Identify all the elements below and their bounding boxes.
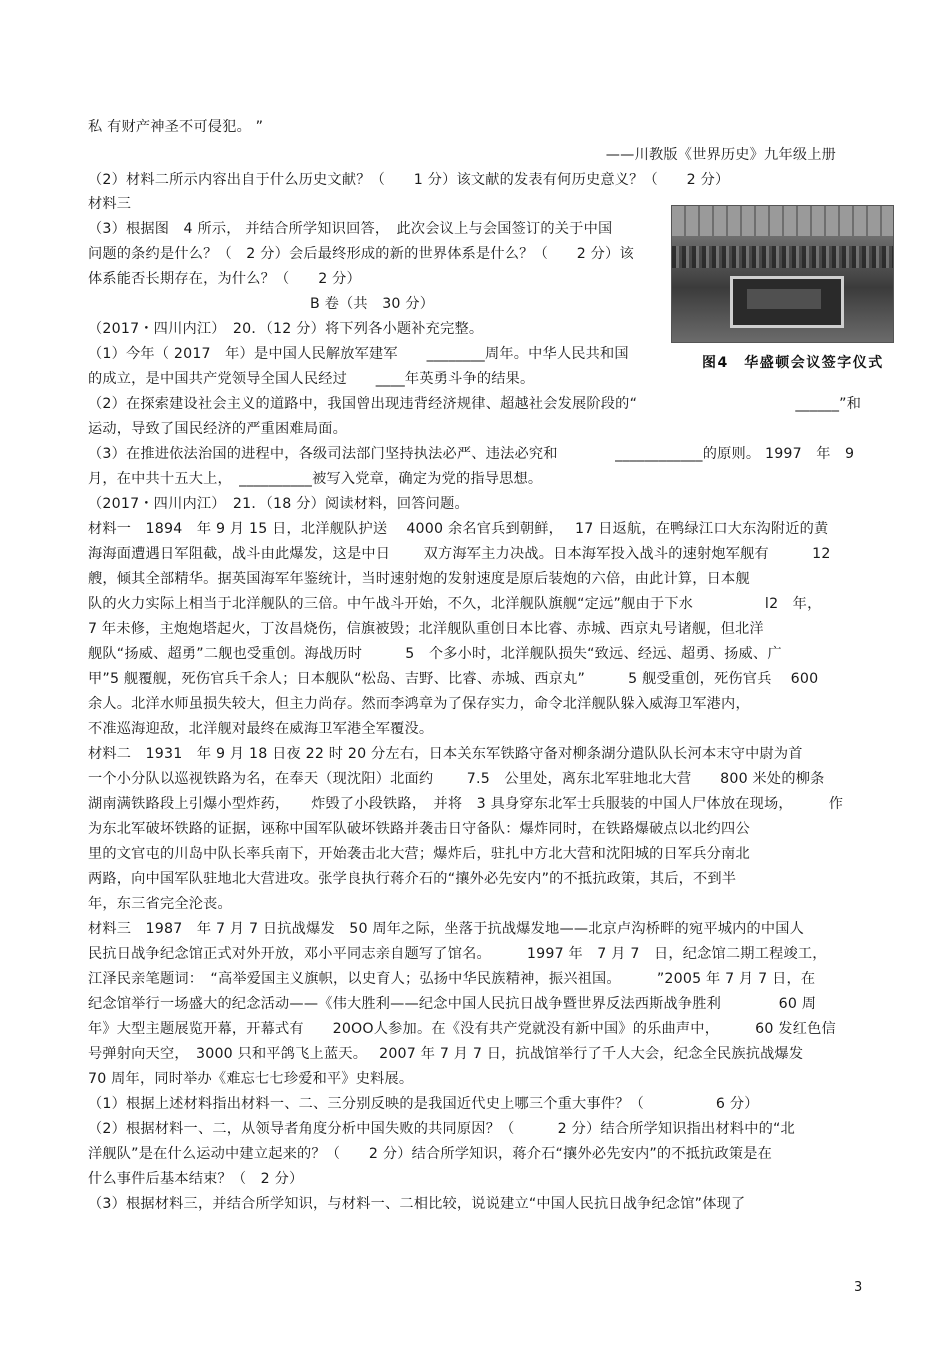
question-heading: （2017・四川内江） 21．（18 分）阅读材料，回答问题。 (88, 496, 469, 512)
question-line: 运动，导致了国民经济的严重困难局面。 (88, 421, 347, 437)
material-heading: 材料三 (88, 196, 132, 212)
material-line: 舰队“扬威、超勇”二舰也受重创。海战历时 5 个多小时，北洋舰队损失“致远、经远、超勇、扬威、广 (88, 646, 782, 662)
question-line: （3）在推进依法治国的进程中，各级司法部门坚持执法必严、违法必究和 ____________的原则。 1997 年 9 (88, 446, 855, 462)
material-line: 海海面遭遇日军阻截，战斗由此爆发，这是中日 双方海军主力决战。日本海军投入战斗的速射炮军舰有 12 (88, 546, 831, 562)
material-line: 艘，倾其全部精华。据英国海军年鉴统计，当时速射炮的发射速度是原后装炮的六倍，由此计算，日本舰 (88, 571, 750, 587)
washington-conference-photo (671, 205, 894, 343)
photo-table (730, 276, 844, 328)
material-line: 一个小分队以巡视铁路为名，在奉天（现沈阳）北面约 7.5 公里处，离东北军驻地北大营 800 米处的柳条 (88, 771, 825, 787)
question-line: （3）根据图 4 所示， 并结合所学知识回答， 此次会议上与会国签订的关于中国 (88, 221, 613, 237)
material-line: 7 年未修，主炮炮塔起火，丁汝昌烧伤，信旗被毁；北洋舰队重创日本比睿、赤城、西京丸号诸舰，但北洋 (88, 621, 764, 637)
material-line: 为东北军破坏铁路的证据，诬称中国军队破坏铁路并袭击日守备队：爆炸同时，在铁路爆破点以北约四公 (88, 821, 750, 837)
question-line: 什么事件后基本结束？（ 2 分） (88, 1171, 304, 1187)
material-line: 里的文官屯的川岛中队长率兵南下，开始袭击北大营；爆炸后，驻扎中方北大营和沈阳城的日军兵分南北 (88, 846, 750, 862)
question-line: 洋舰队”是在什么运动中建立起来的？（ 2 分）结合所学知识，蒋介石“攘外必先安内”的不抵抗政策是在 (88, 1146, 773, 1162)
question-line: （1）今年（ 2017 年）是中国人民解放军建军 ________周年。中华人民共和国 (88, 346, 629, 362)
question-line: 月，在中共十五大上， __________被写入党章，确定为党的指导思想。 (88, 471, 543, 487)
material-line: 年》大型主题展览开幕，开幕式有 20OO人参加。在《没有共产党就没有新中国》的乐曲声中， 60 发红色信 (88, 1021, 836, 1037)
question-line: （2）材料二所示内容出自于什么历史文献？（ 1 分）该文献的发表有何历史意义？（ 2 分） (88, 172, 730, 188)
question-line: 的成立，是中国共产党领导全国人民经过 ____年英勇斗争的结果。 (88, 371, 535, 387)
material-line: 两路，向中国军队驻地北大营进攻。张学良执行蒋介石的“攘外必先安内”的不抵抗政策，其后，不到半 (88, 871, 737, 887)
material-line: 江泽民亲笔题词： “高举爱国主义旗帜，以史育人；弘扬中华民族精神，振兴祖国。 ”2005 年 7 月 7 日，在 (88, 971, 816, 987)
photo-ceiling (672, 206, 893, 236)
source-citation: ——川教版《世界历史》九年级上册 (605, 147, 836, 163)
question-line: （2）在探索建设社会主义的道路中，我国曾出现违背经济规律、超越社会发展阶段的“ ______”和 (88, 396, 862, 412)
figure-caption: 图4 华盛顿会议签字仪式 (702, 355, 884, 371)
material-line: 号弹射向天空， 3000 只和平鸽飞上蓝天。 2007 年 7 月 7 日，抗战馆举行了千人大会，纪念全民族抗战爆发 (88, 1046, 804, 1062)
material-line: 70 周年，同时举办《难忘七七珍爱和平》史料展。 (88, 1071, 414, 1087)
material-line: 民抗日战争纪念馆正式对外开放，邓小平同志亲自题写了馆名。 1997 年 7 月 7 日，纪念馆二期工程竣工， (88, 946, 827, 962)
question-line: （1）根据上述材料指出材料一、二、三分别反映的是我国近代史上哪三个重大事件？（ 6 分） (88, 1096, 759, 1112)
question-line: （3）根据材料三，并结合所学知识，与材料一、二相比较，说说建立“中国人民抗日战争纪念馆”体现了 (88, 1196, 746, 1212)
material-line: 材料一 1894 年 9 月 15 日，北洋舰队护送 4000 余名官兵到朝鲜， 17 日返航，在鸭绿江口大东沟附近的黄 (88, 521, 829, 537)
section-heading: B 卷（共 30 分） (310, 296, 435, 312)
photo-crowd (672, 246, 893, 268)
material-line: 甲”5 舰覆舰，死伤官兵千余人；日本舰队“松岛、吉野、比睿、赤城、西京丸” 5 舰受重创，死伤官兵 600 (88, 671, 819, 687)
question-line: 体系能否长期存在，为什么？（ 2 分） (88, 271, 361, 287)
material-line: 队的火力实际上相当于北洋舰队的三倍。中午战斗开始，不久，北洋舰队旗舰“定远”舰由于下水 l2 年， (88, 596, 822, 612)
text-line: 私 有财产神圣不可侵犯。 ” (88, 119, 264, 135)
material-line: 年，东三省完全沦丧。 (88, 896, 232, 912)
material-line: 湖南满铁路段上引爆小型炸药， 炸毁了小段铁路， 并将 3 具身穿东北军士兵服装的中国人尸体放在现场， 作 (88, 796, 844, 812)
material-line: 不准巡海迎敌，北洋舰对最终在威海卫军港全军覆没。 (88, 721, 434, 737)
question-line: （2）根据材料一、二，从领导者角度分析中国失败的共同原因？（ 2 分）结合所学知识指出材料中的“北 (88, 1121, 795, 1137)
material-line: 材料三 1987 年 7 月 7 日抗战爆发 50 周年之际，坐落于抗战爆发地——北京卢沟桥畔的宛平城内的中国人 (88, 921, 805, 937)
question-heading: （2017・四川内江） 20．（12 分）将下列各小题补充完整。 (88, 321, 484, 337)
material-line: 材料二 1931 年 9 月 18 日夜 22 时 20 分左右，日本关东军铁路守备对柳条湖分遣队队长河本末守中尉为首 (88, 746, 803, 762)
material-line: 纪念馆举行一场盛大的纪念活动——《伟大胜利——纪念中国人民抗日战争暨世界反法西斯战争胜利 60 周 (88, 996, 817, 1012)
question-line: 问题的条约是什么？（ 2 分）会后最终形成的新的世界体系是什么？（ 2 分）该 (88, 246, 634, 262)
page-number: 3 (854, 1280, 863, 1295)
material-line: 余人。北洋水师虽损失较大，但主力尚存。然而李鸿章为了保存实力，命令北洋舰队躲入威海卫军港内， (88, 696, 750, 712)
